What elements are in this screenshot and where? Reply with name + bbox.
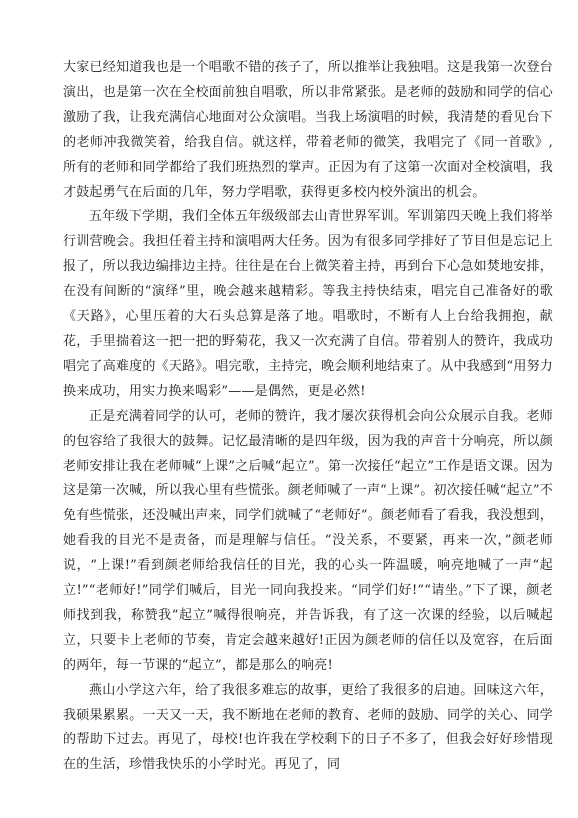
paragraph-military-training: 五年级下学期，我们全体五年级级部去山青世界军训。军训第四天晚上我们将举行训营晚会。我担任着主持和演唱两大任务。因为有很多同学排好了节目但是忘记上报了，所以我边编排边主持。往往是在台上微笑着主持，再到台下心急如焚地安排，在没有间断的“演绎”里，晚会越来越精彩。等我主持快结束，唱完自己准备好的歌《天路》，心里压着的大石头总算是落了地。唱歌时，不断有人上台给我拥抱，献花，手里揣着这一把一把的野菊花，我又一次充满了自信。带着别人的赞许，我成功唱完了高难度的《天路》。唱完歌，主持完，晚会顺利地结束了。从中我感到“用努力换来成功，用实力换来喝彩”——是偶然，更是必然! (63, 209, 553, 399)
paragraph-continued: 大家已经知道我也是一个唱歌不错的孩子了，所以推举让我独唱。这是我第一次登台演出，也是第一次在全校面前独自唱歌，所以非常紧张。是老师的鼓励和同学的信心激励了我，让我充满信心地面对公众演唱。当我上场演唱的时候，我清楚的看见台下的老师冲我微笑着，给我自信。就这样，带着老师的微笑，我唱完了《同一首歌》,所有的老师和同学都给了我们班热烈的掌声。正因为有了这第一次面对全校演唱，我才鼓起勇气在后面的几年，努力学唱歌，获得更多校内校外演出的机会。 (63, 60, 553, 200)
document-body (63, 56, 553, 778)
paragraph-farewell: 燕山小学这六年，给了我很多难忘的故事，更给了我很多的启迪。回味这六年，我硕果累累。一天又一天，我不断地在老师的教育、老师的鼓励、同学的关心、同学的帮助下过去。再见了，母校!也许我在学校剩下的日子不多了，但我会好好珍惜现在的生活，珍惜我快乐的小学时光。再见了，同 (63, 682, 553, 773)
paragraph-teacher-trust: 正是充满着同学的认可，老师的赞许，我才屡次获得机会向公众展示自我。老师的包容给了我很大的鼓舞。记忆最清晰的是四年级，因为我的声音十分响亮，所以颜老师安排让我在老师喊“上课”之后喊“起立”。第一次接任“起立”工作是语文课。因为这是第一次喊，所以我心里有些慌张。颜老师喊了一声“上课”。初次接任喊“起立”不免有些慌张，还没喊出声来，同学们就喊了“老师好”。颜老师看了看我，我没想到，她看我的目光不是责备，而是理解与信任。“没关系，不要紧，再来一次，”颜老师说，“上课!”看到颜老师给我信任的目光，我的心头一阵温暖，响亮地喊了一声“起立!”“老师好!”同学们喊后，目光一同向我投来。“同学们好!”“请坐。”下了课，颜老师找到我，称赞我“起立”喊得很响亮，并告诉我，有了这一次课的经验，以后喊起立，只要卡上老师的节奏，肯定会越来越好!正因为颜老师的信任以及宽容，在后面的两年，每一节课的“起立”，都是那么的响亮! (63, 408, 553, 673)
